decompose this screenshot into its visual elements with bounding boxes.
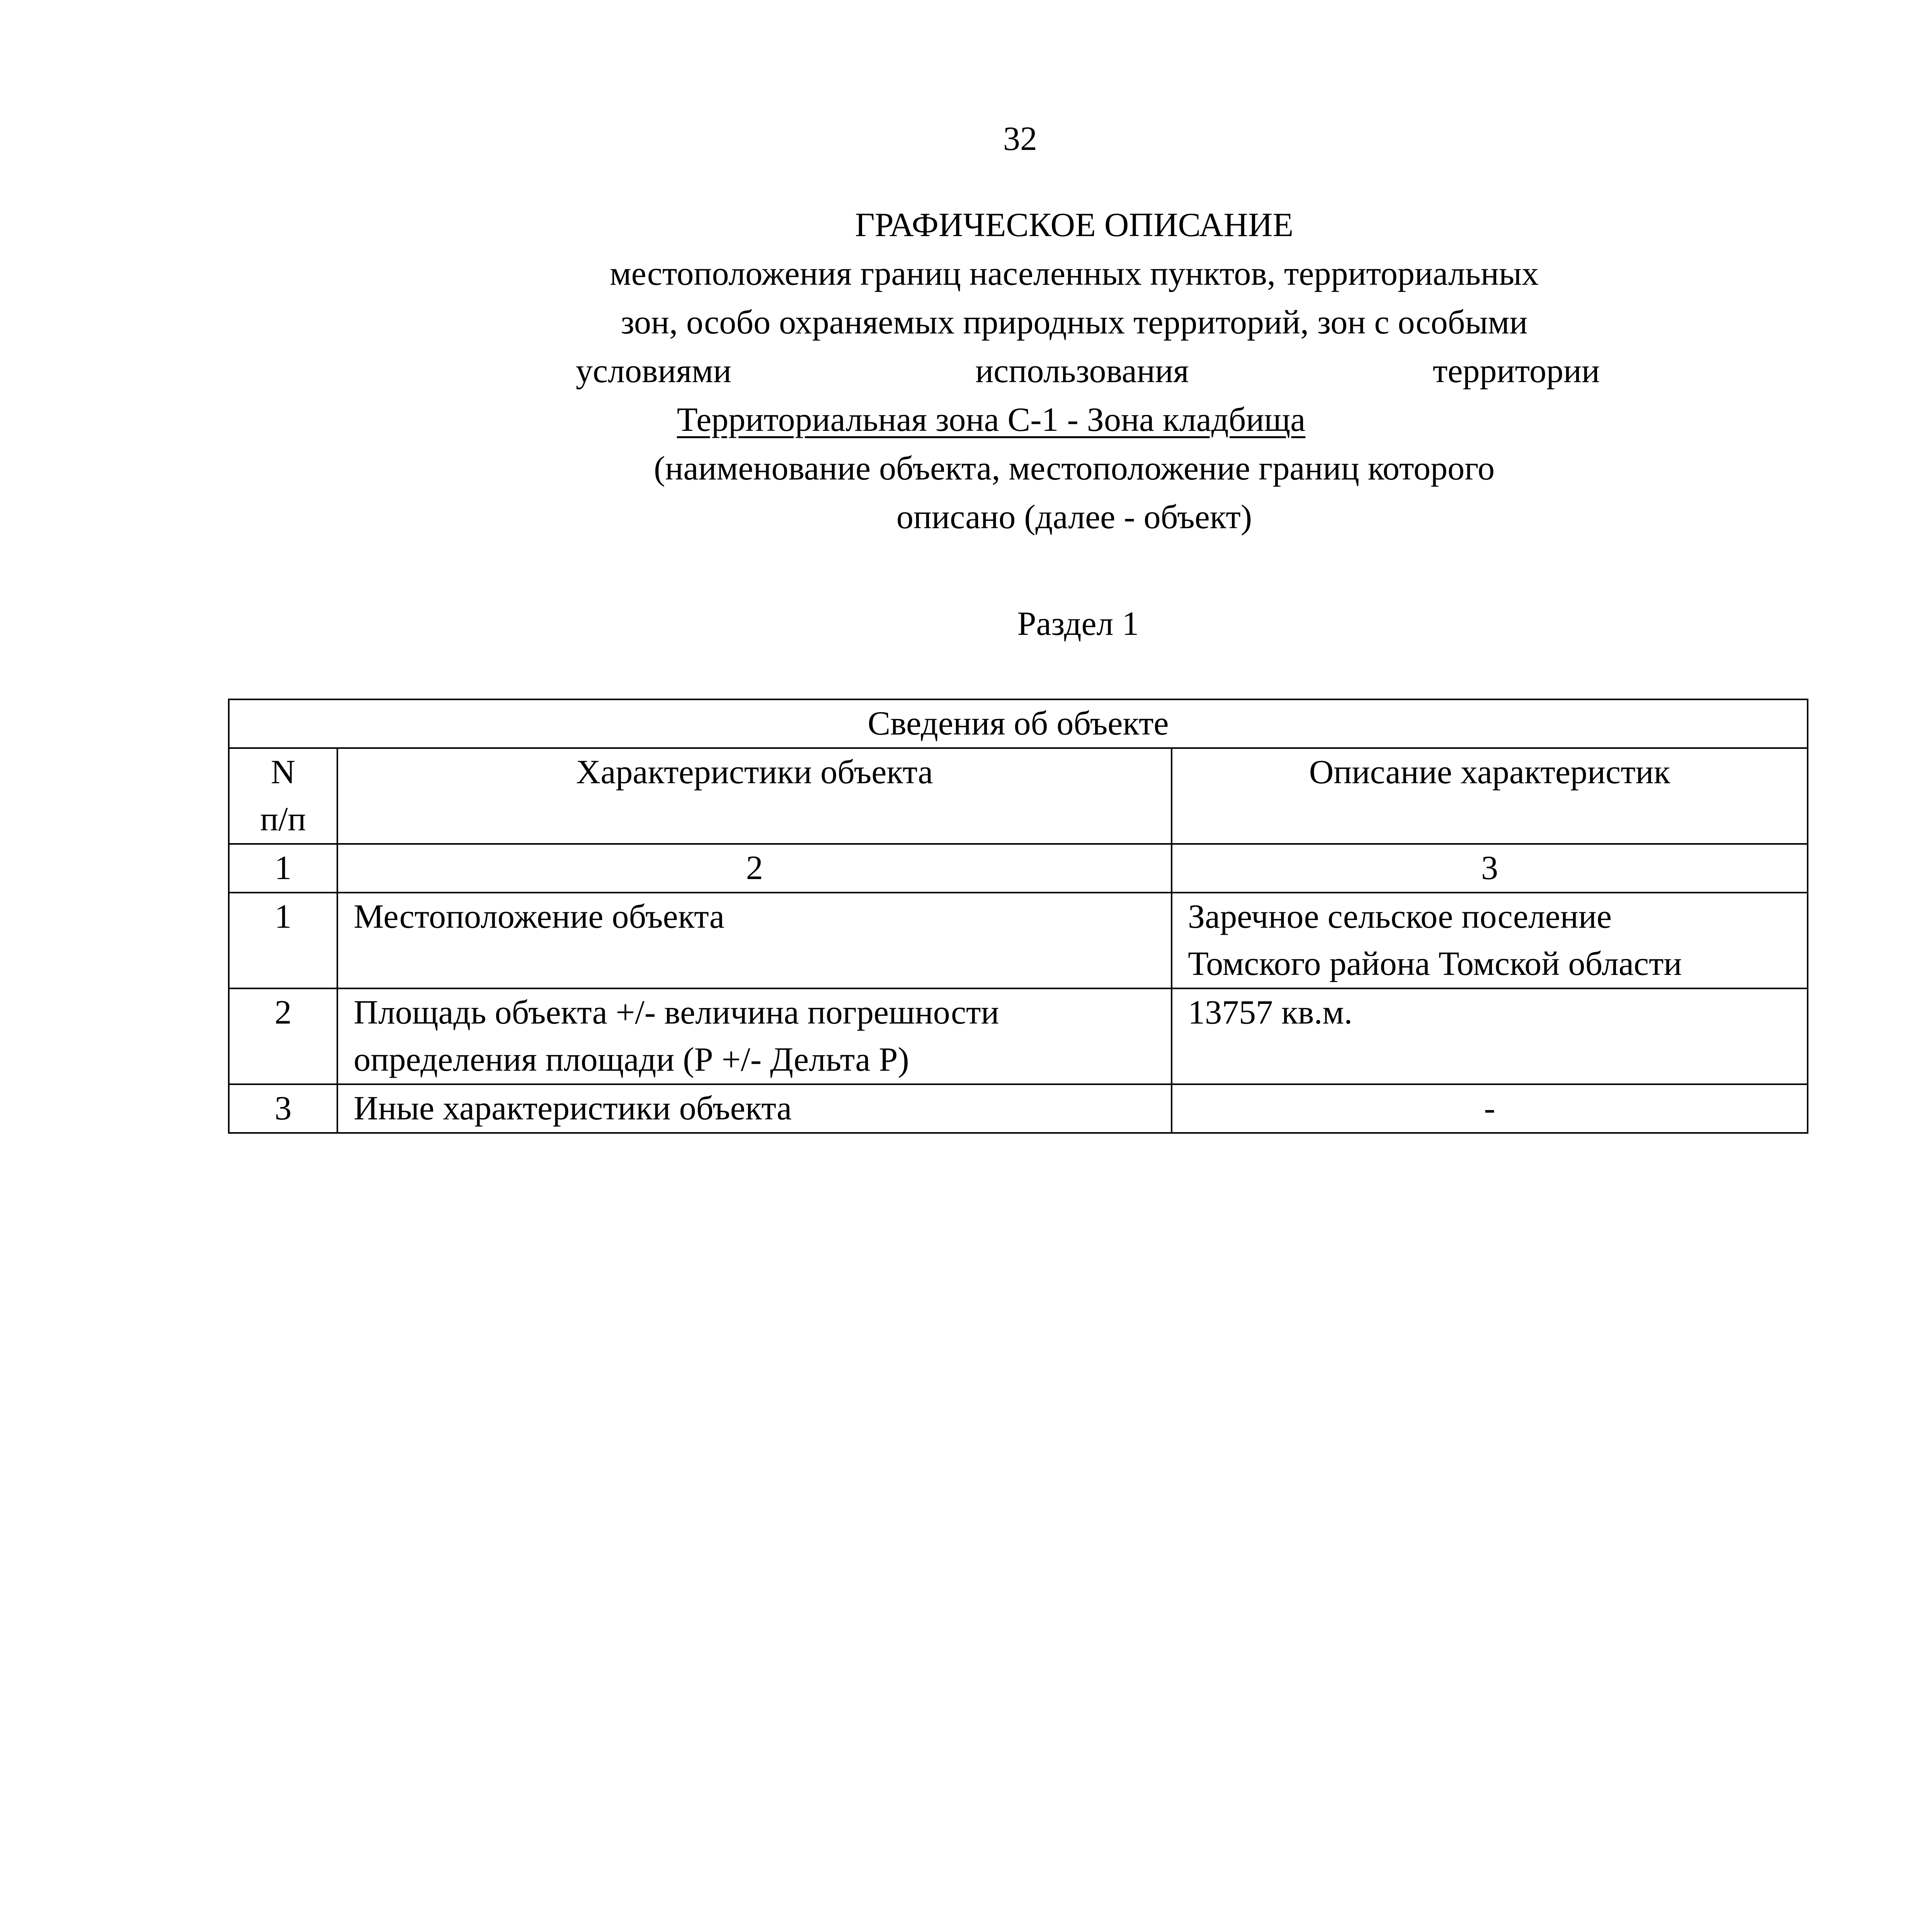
row-description — [1172, 988, 1808, 1084]
row-characteristic — [337, 893, 1172, 988]
column-header-number-line-1: N — [270, 753, 296, 791]
column-header-characteristics: Характеристики объекта — [337, 748, 1172, 844]
row-characteristic-line: определения площади (Р +/- Дельта Р) — [354, 1041, 909, 1078]
subtitle-line-3 — [549, 347, 1600, 396]
row-number: 1 — [229, 893, 337, 988]
table-title-row — [229, 699, 1808, 748]
column-header-description: Описание характеристик — [1172, 748, 1808, 844]
row-characteristic-line: Местоположение объекта — [354, 898, 725, 935]
table-row — [229, 988, 1808, 1084]
row-number: 3 — [229, 1084, 337, 1133]
object-info-table — [228, 699, 1808, 1134]
document-title: ГРАФИЧЕСКОЕ ОПИСАНИЕ — [855, 206, 1294, 244]
column-header-number — [229, 748, 337, 844]
subtitle-word-3: территории — [1432, 352, 1600, 390]
column-number-1: 1 — [229, 844, 337, 893]
row-description — [1172, 893, 1808, 988]
row-description-line: Томского района Томской области — [1188, 945, 1682, 983]
table-row — [229, 1084, 1808, 1133]
caption-line-2: описано (далее - объект) — [896, 498, 1252, 536]
column-numbers-row — [229, 844, 1808, 893]
subtitle-word-1: условиями — [576, 352, 731, 390]
table-row — [229, 893, 1808, 988]
row-characteristic — [337, 1084, 1172, 1133]
subtitle-line-2: зон, особо охраняемых природных территорий, зон с особыми — [621, 304, 1528, 341]
subtitle-word-2: использования — [975, 352, 1189, 390]
row-characteristic-line: Площадь объекта +/- величина погрешности — [354, 994, 999, 1031]
subtitle-line-1: местоположения границ населенных пунктов, территориальных — [609, 255, 1539, 293]
table-title: Сведения об объекте — [229, 699, 1808, 748]
row-description-line: Заречное сельское поселение — [1188, 898, 1612, 935]
page-number: 32 — [1003, 120, 1037, 158]
object-name: Территориальная зона С-1 - Зона кладбища — [677, 401, 1306, 439]
column-number-2: 2 — [337, 844, 1172, 893]
column-number-3: 3 — [1172, 844, 1808, 893]
row-number: 2 — [229, 988, 337, 1084]
section-title: Раздел 1 — [1017, 605, 1139, 643]
row-description: - — [1172, 1084, 1808, 1133]
row-description-line: 13757 кв.м. — [1188, 994, 1353, 1031]
table-header-row — [229, 748, 1808, 844]
row-characteristic — [337, 988, 1172, 1084]
row-characteristic-line: Иные характеристики объекта — [354, 1090, 792, 1127]
caption-line-1: (наименование объекта, местоположение границ которого — [653, 450, 1495, 487]
document-header — [526, 201, 1623, 542]
column-header-number-line-2: п/п — [260, 801, 306, 838]
